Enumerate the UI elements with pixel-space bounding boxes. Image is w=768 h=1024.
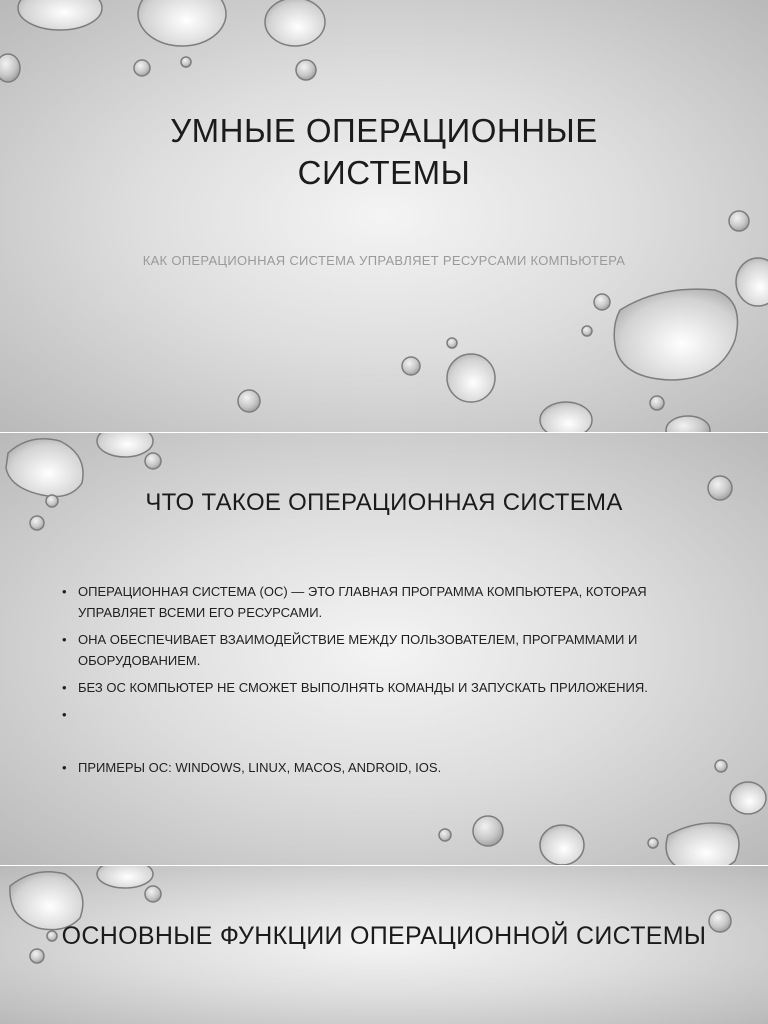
bullet-item: • ОПЕРАЦИОННАЯ СИСТЕМА (ОС) — ЭТО ГЛАВНАЯ ПРОГРАММА КОМПЬЮТЕРА, КОТОРАЯ УПРАВЛЯЕТ ВСЕМИ ЕГО РЕСУРСАМИ. <box>62 581 692 623</box>
water-drop <box>650 396 664 410</box>
water-drop <box>666 416 710 432</box>
water-drop <box>540 402 592 432</box>
water-drop <box>715 760 727 772</box>
slide-title-heading <box>84 110 684 194</box>
water-drop <box>730 782 766 814</box>
water-drop <box>238 390 260 412</box>
slide-what-is-os[interactable] <box>0 433 768 865</box>
bullet-item: • БЕЗ ОС КОМПЬЮТЕР НЕ СМОЖЕТ ВЫПОЛНЯТЬ КОМАНДЫ И ЗАПУСКАТЬ ПРИЛОЖЕНИЯ. <box>62 677 692 698</box>
water-drop <box>614 289 737 380</box>
title-line-2: СИСТЕМЫ <box>297 154 471 191</box>
bullet-list <box>62 581 692 784</box>
water-drop <box>729 211 749 231</box>
water-drop <box>540 825 584 865</box>
water-drop <box>265 0 325 46</box>
slide-subtitle: КАК ОПЕРАЦИОННАЯ СИСТЕМА УПРАВЛЯЕТ РЕСУРСАМИ КОМПЬЮТЕРА <box>142 253 626 268</box>
slide-heading: ОСНОВНЫЕ ФУНКЦИИ ОПЕРАЦИОННОЙ СИСТЕМЫ <box>61 922 707 950</box>
water-drop <box>473 816 503 846</box>
water-drop <box>181 57 191 67</box>
water-drop <box>296 60 316 80</box>
bullet-item: • ПРИМЕРЫ ОС: WINDOWS, LINUX, MACOS, ANDROID, IOS. <box>62 757 692 778</box>
water-drop <box>736 258 768 306</box>
water-drops-decoration <box>0 0 768 432</box>
water-drop <box>666 823 739 865</box>
water-drop <box>97 866 153 888</box>
title-line-1: УМНЫЕ ОПЕРАЦИОННЫЕ <box>170 112 598 149</box>
water-drop <box>145 453 161 469</box>
bullet-item-empty <box>62 704 692 725</box>
water-drop <box>582 326 592 336</box>
water-drop <box>648 838 658 848</box>
water-drop <box>447 338 457 348</box>
water-drop <box>10 872 83 930</box>
water-drop <box>134 60 150 76</box>
water-drop <box>594 294 610 310</box>
water-drop <box>402 357 420 375</box>
water-drop <box>138 0 226 46</box>
water-drop <box>97 433 153 457</box>
slide-title[interactable] <box>0 0 768 432</box>
water-drop <box>447 354 495 402</box>
bullet-item: • ОНА ОБЕСПЕЧИВАЕТ ВЗАИМОДЕЙСТВИЕ МЕЖДУ ПОЛЬЗОВАТЕЛЕМ, ПРОГРАММАМИ И ОБОРУДОВАНИЕМ. <box>62 629 692 671</box>
water-drop <box>439 829 451 841</box>
water-drop <box>30 949 44 963</box>
water-drop <box>145 886 161 902</box>
water-drop <box>6 439 83 497</box>
slide-heading: ЧТО ТАКОЕ ОПЕРАЦИОННАЯ СИСТЕМА <box>145 489 623 516</box>
water-drop <box>0 54 20 82</box>
water-drop <box>30 516 44 530</box>
slide-os-functions[interactable] <box>0 866 768 1024</box>
water-drop <box>18 0 102 30</box>
